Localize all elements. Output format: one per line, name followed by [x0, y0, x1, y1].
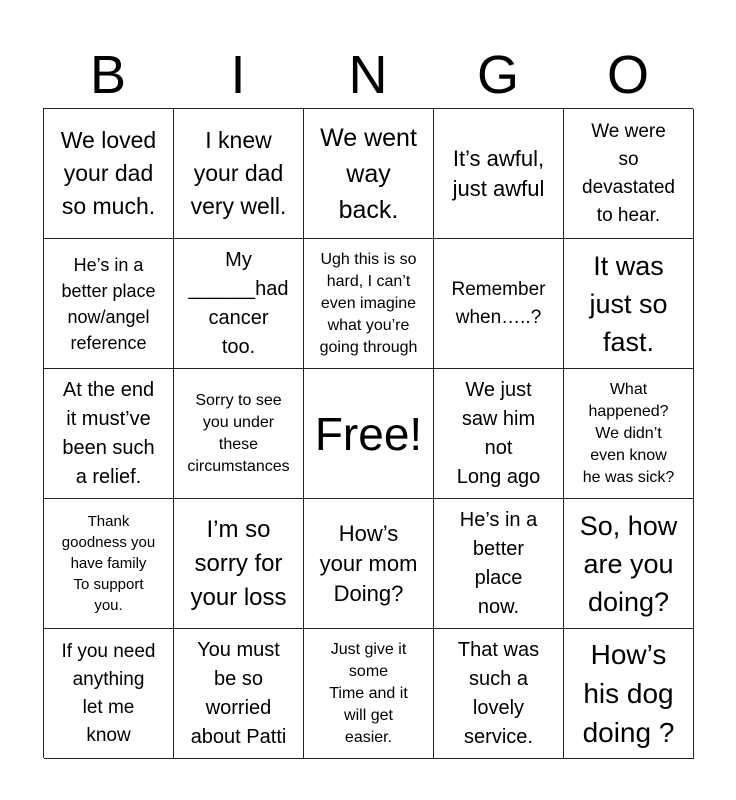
cell-text: That was such a lovely service. [457, 638, 540, 748]
bingo-cell[interactable] [174, 629, 304, 759]
bingo-cell[interactable] [174, 109, 304, 239]
header-letter-g: G [476, 45, 519, 105]
cell-text: It was just so fast. [589, 250, 668, 357]
header-letter-b: B [89, 45, 127, 105]
header-letter-n: N [348, 45, 388, 105]
cell-text: Remember when…..? [451, 278, 546, 328]
cell-text: Sorry to see you under these circumstances [187, 391, 290, 475]
header-letter-o: O [606, 45, 649, 105]
cell-text: How’s your mom Doing? [319, 520, 418, 606]
bingo-header [43, 42, 693, 108]
bingo-cell[interactable] [44, 239, 174, 369]
bingo-cell[interactable] [564, 109, 694, 239]
cell-text: If you need anything let me know [61, 640, 156, 746]
bingo-cell[interactable] [174, 239, 304, 369]
bingo-board [43, 108, 693, 758]
bingo-cell[interactable] [434, 499, 564, 629]
cell-text: We loved your dad so much. [60, 127, 157, 219]
free-space[interactable] [304, 369, 434, 499]
bingo-cell[interactable] [564, 629, 694, 759]
cell-text: Just give it some Time and it will get easier. [329, 640, 408, 746]
bingo-cell[interactable] [174, 499, 304, 629]
cell-text: I’m so sorry for your loss [190, 515, 287, 611]
cell-text: I knew your dad very well. [190, 127, 287, 219]
cell-text: What happened? We didn’t even know he was sick? [582, 380, 675, 486]
bingo-cell[interactable] [564, 499, 694, 629]
cell-text: It’s awful, just awful [452, 145, 545, 201]
cell-text: We went way back. [320, 123, 417, 224]
bingo-cell[interactable] [564, 369, 694, 499]
cell-text: At the end it must’ve been such a relief. [62, 378, 155, 488]
cell-text: My ______had cancer too. [188, 248, 289, 358]
bingo-cell[interactable] [44, 629, 174, 759]
cell-text: So, how are you doing? [579, 510, 678, 617]
cell-text: We just saw him not Long ago [456, 378, 541, 488]
cell-text: He’s in a better place now. [459, 508, 538, 618]
bingo-cell[interactable] [304, 239, 434, 369]
bingo-cell[interactable] [304, 109, 434, 239]
bingo-cell[interactable] [434, 109, 564, 239]
cell-text: Free! [314, 407, 423, 460]
cell-text: We were so devastated to hear. [582, 120, 675, 226]
cell-text: You must be so worried about Patti [190, 638, 287, 748]
cell-text: Thank goodness you have family To support you. [61, 513, 156, 614]
bingo-cell[interactable] [434, 239, 564, 369]
cell-text: He’s in a better place now/angel reference [61, 254, 156, 353]
bingo-cell[interactable] [304, 629, 434, 759]
bingo-cell[interactable] [174, 369, 304, 499]
cell-text: Ugh this is so hard, I can’t even imagine what you’re going through [319, 250, 418, 356]
bingo-cell[interactable] [564, 239, 694, 369]
bingo-cell[interactable] [304, 499, 434, 629]
cell-text: How’s his dog doing ? [582, 639, 675, 748]
bingo-cell[interactable] [44, 499, 174, 629]
bingo-cell[interactable] [44, 369, 174, 499]
bingo-cell[interactable] [434, 369, 564, 499]
header-letter-i: I [230, 45, 246, 105]
bingo-cell[interactable] [44, 109, 174, 239]
bingo-cell[interactable] [434, 629, 564, 759]
